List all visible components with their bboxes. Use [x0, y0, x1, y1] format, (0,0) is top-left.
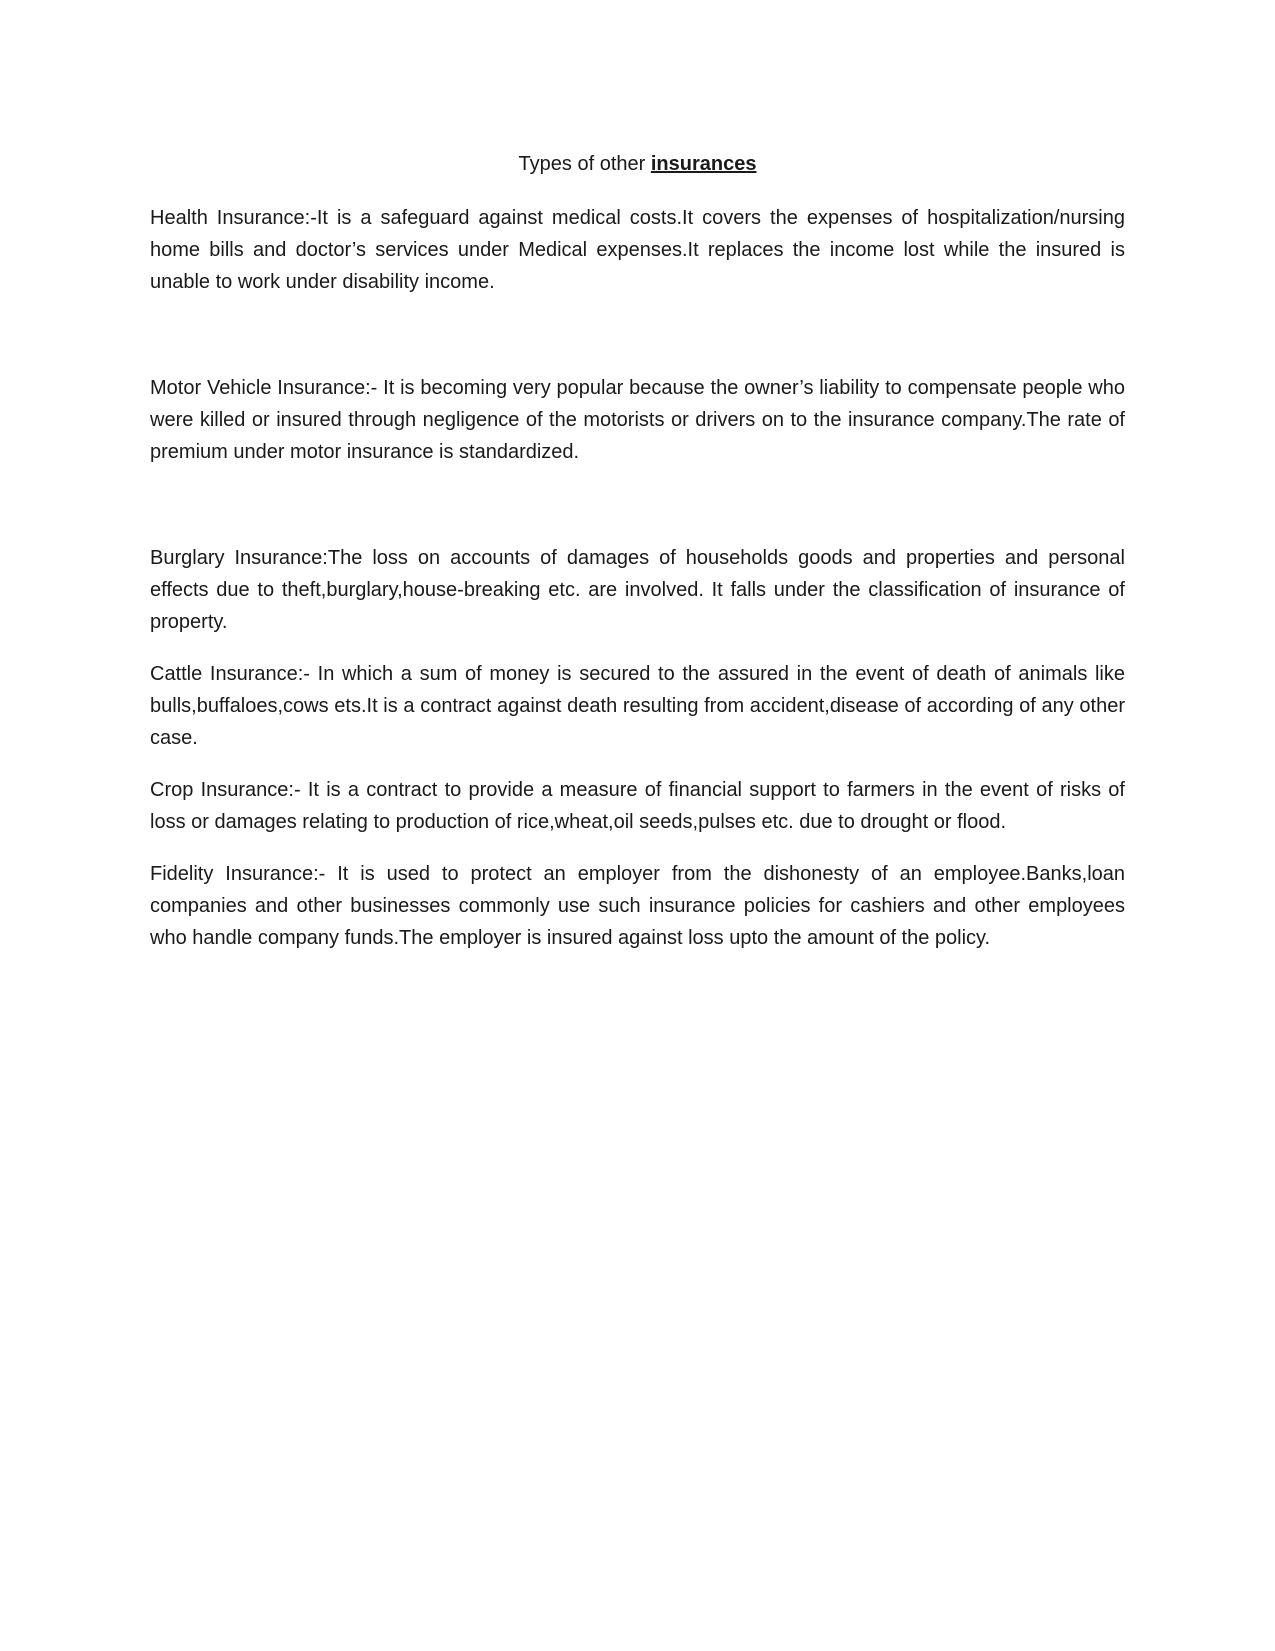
paragraph-burglary-insurance: Burglary Insurance:The loss on accounts of damages of households goods and properties and personal effects due to theft,burglary,house-breaking etc. are involved. It falls under the classification of insurance of property. [150, 547, 1125, 633]
paragraph-motor-vehicle-insurance: Motor Vehicle Insurance:- It is becoming very popular because the owner’s liability to compensate people who were killed or insured through negligence of the motorists or drivers on to the insurance company.The rate of premium under motor insurance is standardized. [150, 377, 1125, 463]
document-body [150, 202, 1125, 954]
title-emphasis: insurances [650, 153, 757, 175]
title-prefix: Types of other [518, 153, 651, 175]
paragraph-health-insurance: Health Insurance:-It is a safeguard against medical costs.It covers the expenses of hospitalization/nursing home bills and doctor’s services under Medical expenses.It replaces the income lost while the insured is unable to work under disability income. [150, 207, 1125, 293]
paragraph-crop-insurance: Crop Insurance:- It is a contract to provide a measure of financial support to farmers in the event of risks of loss or damages relating to production of rice,wheat,oil seeds,pulses etc. due to drought or flood. [150, 779, 1125, 833]
paragraph-fidelity-insurance: Fidelity Insurance:- It is used to protect an employer from the dishonesty of an employee.Banks,loan companies and other businesses commonly use such insurance policies for cashiers and other employees who handle company funds.The employer is insured against loss upto the amount of the policy. [150, 863, 1125, 949]
document-title [0, 150, 1275, 178]
paragraph-cattle-insurance: Cattle Insurance:- In which a sum of money is secured to the assured in the event of death of animals like bulls,buffaloes,cows ets.It is a contract against death resulting from accident,disease of according of any other case. [150, 663, 1125, 749]
